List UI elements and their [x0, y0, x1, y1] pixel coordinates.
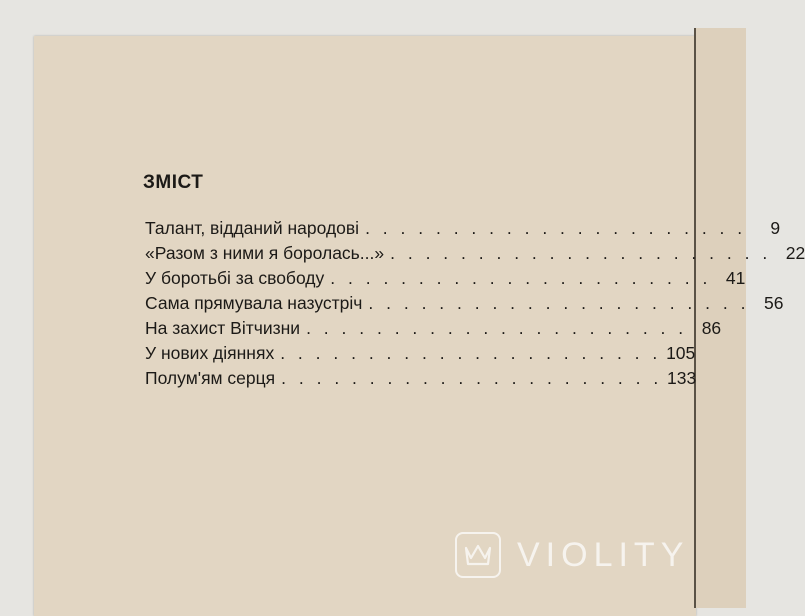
toc-entry-page: 9	[770, 218, 781, 238]
toc-entry	[145, 343, 696, 368]
toc-entry-label: «Разом з ними я боролась...»	[145, 243, 385, 263]
watermark	[455, 530, 689, 580]
toc-leader-dots: . . . . . . . . . . . . . . . . . . . . . .	[330, 268, 712, 288]
crown-logo-icon	[455, 532, 501, 578]
toc-leader-dots: . . . . . . . . . . . . . . . . . . . . . .	[368, 293, 750, 313]
toc-leader-dots: . . . . . . . . . . . . . . . . . . . . . .	[365, 218, 747, 238]
toc-entry	[145, 368, 697, 393]
toc-entry-label: У нових діяннях	[145, 343, 275, 363]
toc-entry-label: У боротьбі за свободу	[145, 268, 325, 288]
toc-leader-dots: . . . . . . . . . . . . . . . . . . . . . .	[306, 318, 688, 338]
toc-entry	[145, 218, 781, 243]
toc-entry-label: Талант, відданий народові	[145, 218, 360, 238]
toc-leader-dots: . . . . . . . . . . . . . . . . . . . . . .	[280, 343, 662, 363]
toc-entry	[145, 268, 746, 293]
watermark-text: VIOLITY	[517, 535, 690, 574]
toc-entry-page: 56	[764, 293, 784, 313]
toc-entry-page: 41	[725, 268, 746, 288]
toc-entry-page: 105	[666, 343, 696, 363]
toc-entry	[145, 318, 722, 343]
toc-entry-label: Полум'ям серця	[145, 368, 276, 388]
table-of-contents	[143, 172, 805, 393]
toc-entry-page: 22	[785, 243, 805, 263]
toc-entry-label: На захист Вітчизни	[145, 318, 301, 338]
toc-entry-page: 86	[701, 318, 722, 338]
toc-entry-page: 133	[667, 368, 697, 388]
toc-entry-label: Сама прямувала назустріч	[145, 293, 363, 313]
toc-leader-dots: . . . . . . . . . . . . . . . . . . . . . .	[281, 368, 663, 388]
toc-entry	[145, 293, 784, 318]
toc-entry	[145, 243, 805, 268]
toc-title: ЗМІСТ	[143, 172, 204, 193]
toc-leader-dots: . . . . . . . . . . . . . . . . . . . . . .	[390, 243, 772, 263]
